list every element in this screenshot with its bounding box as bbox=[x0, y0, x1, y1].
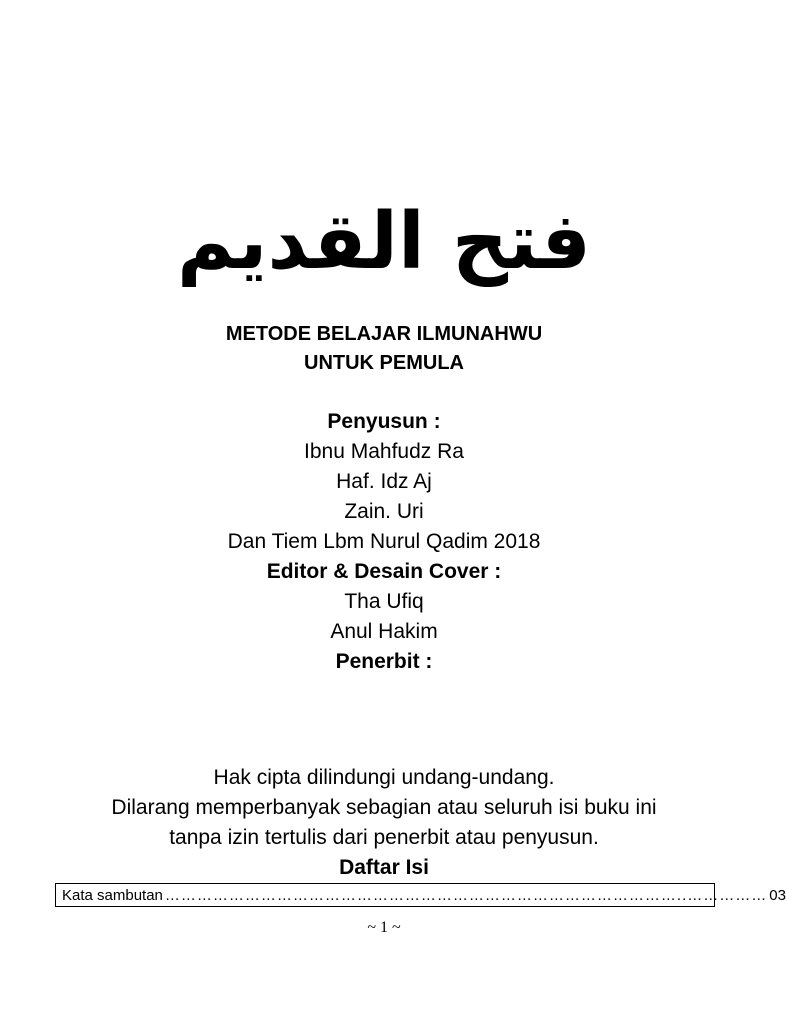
toc-entry-title: Kata sambutan bbox=[62, 886, 163, 904]
author-name: Haf. Idz Aj bbox=[336, 470, 432, 493]
editor-name: Anul Hakim bbox=[330, 620, 438, 643]
subtitle-line-2: UNTUK PEMULA bbox=[304, 352, 464, 374]
editor-name: Tha Ufiq bbox=[344, 590, 424, 613]
page-number: ~ 1 ~ bbox=[367, 919, 401, 936]
copyright-line-2: Dilarang memperbanyak sebagian atau seluruh isi buku ini bbox=[111, 796, 657, 819]
toc-entry[interactable] bbox=[55, 883, 786, 907]
toc-entry-leader: ……………………………………………………………………………………..…………… bbox=[164, 886, 768, 904]
author-name: Ibnu Mahfudz Ra bbox=[304, 440, 464, 463]
toc-heading: Daftar Isi bbox=[339, 856, 429, 879]
author-name: Dan Tiem Lbm Nurul Qadim 2018 bbox=[227, 530, 541, 553]
authors-label: Penyusun : bbox=[327, 410, 441, 433]
publisher-label: Penerbit : bbox=[335, 650, 433, 673]
editor-label: Editor & Desain Cover : bbox=[266, 560, 502, 583]
copyright-line-1: Hak cipta dilindungi undang-undang. bbox=[213, 766, 555, 789]
toc-entry-page: 03 bbox=[769, 886, 786, 904]
arabic-book-title: فتح القديم bbox=[177, 197, 591, 287]
copyright-line-3: tanpa izin tertulis dari penerbit atau penyusun. bbox=[169, 826, 599, 849]
author-name: Zain. Uri bbox=[344, 500, 424, 523]
subtitle-line-1: METODE BELAJAR ILMUNAHWU bbox=[225, 323, 543, 345]
